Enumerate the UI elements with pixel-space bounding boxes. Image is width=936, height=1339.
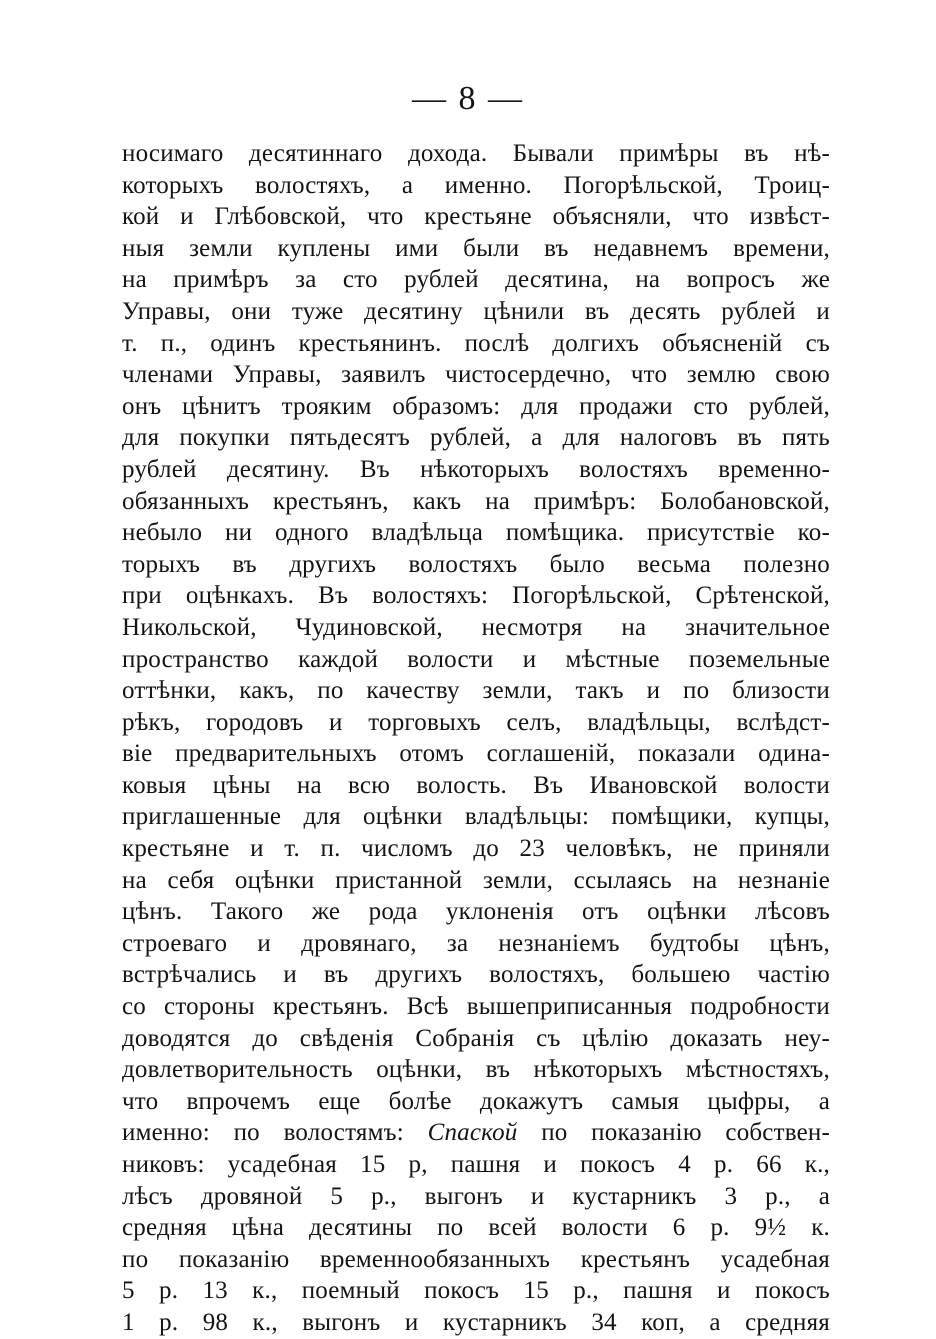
text-line: небыло ни одного владѣльца помѣщика. присутствіе ко-	[122, 519, 830, 547]
text-line: обязанныхъ крестьянъ, какъ на примѣръ: Болобановской,	[122, 487, 830, 515]
text-line: строеваго и дровянаго, за незнаніемъ будтобы цѣнъ,	[122, 929, 830, 957]
text-line: приглашенные для оцѣнки владѣльцы: помѣщики, купцы,	[122, 803, 830, 831]
text-line: торыхъ въ другихъ волостяхъ было весьма полезно	[122, 550, 830, 578]
text-line: лѣсъ дровяной 5 р., выгонъ и кустарникъ 3 р., а	[122, 1182, 830, 1210]
italic-place-name: Спаской	[427, 1119, 518, 1147]
text-line: онъ цѣнитъ трояким образомъ: для продажи сто рублей,	[122, 392, 830, 420]
text-line: Никольской, Чудиновской, несмотря на значительное	[122, 613, 830, 641]
text-line: пространство каждой волости и мѣстные поземельные	[122, 645, 830, 673]
text-line: что впрочемъ еще болѣе докажутъ самыя цыфры, а	[122, 1087, 830, 1115]
text-line: довлетворительность оцѣнки, въ нѣкоторыхъ мѣстностяхъ,	[122, 1056, 830, 1084]
text-line: т. п., одинъ крестьянинъ. послѣ долгихъ объясненій съ	[122, 329, 830, 357]
text-line: носимаго десятиннаго дохода. Бывали примѣры въ нѣ-	[122, 140, 830, 167]
text-line: 1 р. 98 к., выгонъ и кустарникъ 34 коп, а средняя	[122, 1308, 830, 1336]
line-text-before: именно: по волостямъ:	[122, 1119, 428, 1147]
text-line: віе предварительныхъ отомъ соглашеній, показали одина-	[122, 740, 830, 768]
text-line: на примѣръ за сто рублей десятина, на вопросъ же	[122, 266, 830, 294]
text-line: по показанію временнообязанныхъ крестьянъ усадебная	[122, 1245, 830, 1273]
text-line: для покупки пятьдесятъ рублей, а для налоговъ въ пять	[122, 424, 830, 452]
body-text	[122, 138, 830, 1339]
text-line: никовъ: усадебная 15 р, пашня и покосъ 4 р. 66 к.,	[122, 1151, 830, 1178]
text-line: встрѣчались и въ другихъ волостяхъ, большею частію	[122, 961, 830, 989]
text-line: оттѣнки, какъ, по качеству земли, такъ и по близости	[122, 677, 830, 705]
text-line: Управы, они туже десятину цѣнили въ десять рублей и	[122, 297, 830, 325]
text-line: средняя цѣна десятины по всей волости 6 р. 9½ к.	[122, 1214, 830, 1242]
page-number: — 8 —	[412, 80, 524, 117]
text-line: 5 р. 13 к., поемный покосъ 15 р., пашня и покосъ	[122, 1277, 830, 1305]
text-line: со стороны крестьянъ. Всѣ вышеприписанныя подробности	[122, 993, 830, 1021]
text-line: рѣкъ, городовъ и торговыхъ селъ, владѣльцы, вслѣдст-	[122, 708, 830, 736]
text-line: цѣнъ. Такого же рода уклоненія отъ оцѣнки лѣсовъ	[122, 898, 830, 926]
text-line: рублей десятину. Въ нѣкоторыхъ волостяхъ временно-	[122, 455, 830, 483]
text-line: крестьяне и т. п. числомъ до 23 человѣкъ, не приняли	[122, 835, 830, 863]
text-line: которыхъ волостяхъ, а именно. Погорѣльской, Троиц-	[122, 171, 830, 199]
text-line: на себя оцѣнки пристанной земли, ссылаясь на незнаніе	[122, 866, 830, 894]
text-line-with-italic	[122, 1117, 830, 1149]
text-line: ныя земли куплены ими были въ недавнемъ времени,	[122, 234, 830, 262]
text-line: доводятся до свѣденія Собранія съ цѣлію доказать неу-	[122, 1024, 830, 1052]
text-line: при оцѣнкахъ. Въ волостяхъ: Погорѣльской, Срѣтенской,	[122, 582, 830, 610]
text-line: членами Управы, заявилъ чистосердечно, что землю свою	[122, 361, 830, 389]
text-line: кой и Глѣбовской, что крестьяне объясняли, что извѣст-	[122, 203, 830, 231]
line-text-after: по показанію собствен-	[517, 1119, 830, 1147]
text-line: ковыя цѣны на всю волость. Въ Ивановской волости	[122, 771, 830, 799]
